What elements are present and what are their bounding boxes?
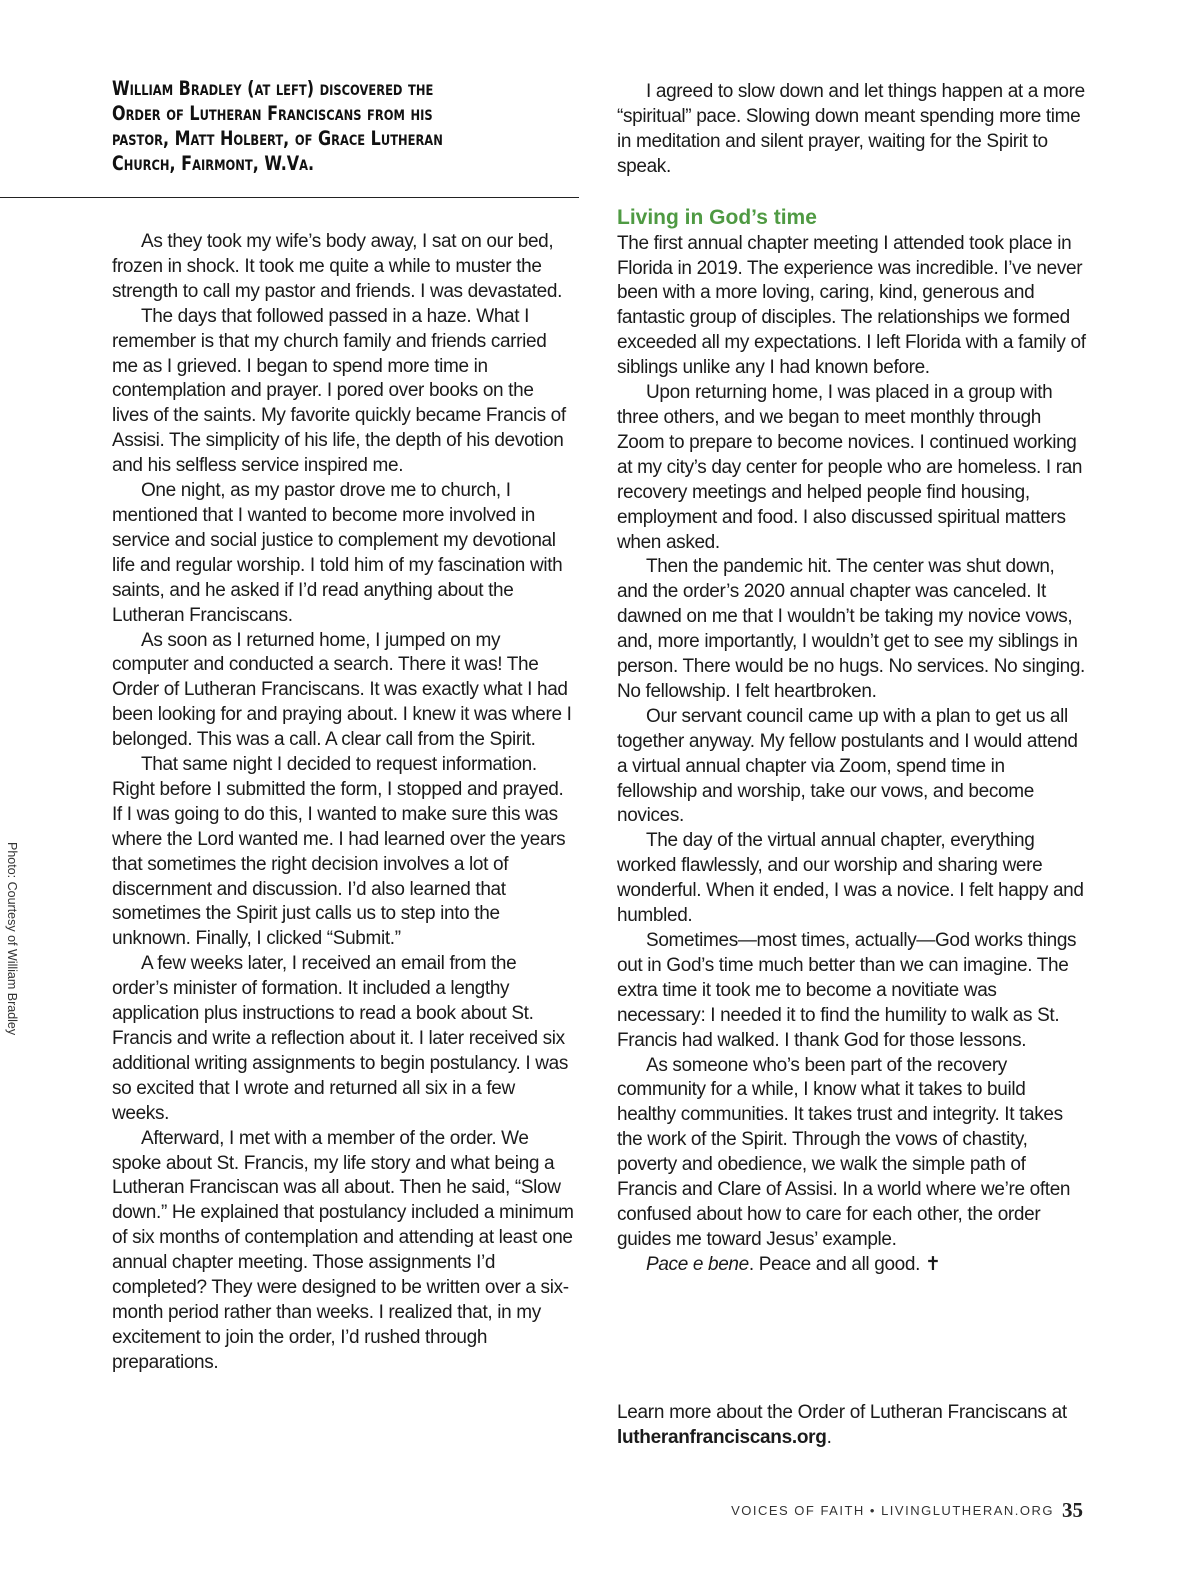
- caption-line: Order of Lutheran Franciscans from his: [112, 102, 433, 125]
- body-paragraph: The days that followed passed in a haze. What I remember is that my church family and friends carried me as I grieved. I began to spend more time in contemplation and prayer. I pored over books on the lives of the saints. My favorite quickly became Francis of Assisi. The simplicity of his life, the depth of his devotion and his selfless service inspired me.: [112, 305, 566, 477]
- learn-more: [617, 1400, 1097, 1450]
- body-paragraph: As soon as I returned home, I jumped on my computer and conducted a search. There it was! The Order of Lutheran Franciscans. It was exactly what I had been looking for and praying about. I knew it was where I belonged. This was a call. A clear call from the Spirit.: [112, 629, 572, 751]
- body-paragraph: Then the pandemic hit. The center was shut down, and the order’s 2020 annual chapter was canceled. It dawned on me that I wouldn’t be taking my novice vows, and, more importantly, I wouldn’t get to see my siblings in person. There would be no hugs. No services. No singing. No fellowship. I felt heartbroken.: [617, 556, 1085, 702]
- left-column: [112, 230, 574, 1376]
- body-paragraph: I agreed to slow down and let things happen at a more “spiritual” pace. Slowing down meant spending more time in meditation and silent prayer, waiting for the Spirit to speak.: [617, 81, 1085, 177]
- caption-line: pastor, Matt Holbert, of Grace Lutheran: [112, 127, 443, 150]
- caption-line: William Bradley (at left) discovered the: [112, 77, 434, 100]
- body-paragraph: As they took my wife’s body away, I sat on our bed, frozen in shock. It took me quite a while to muster the strength to call my pastor and friends. I was devastated.: [112, 231, 563, 302]
- page-footer: [731, 1498, 1083, 1523]
- photo-caption: [112, 76, 571, 176]
- closing-line: [617, 1253, 1087, 1278]
- caption-divider: [0, 197, 579, 198]
- body-paragraph: Sometimes—most times, actually—God works things out in God’s time much better than we can imagine. The extra time it took me to become a novitiate was necessary: I needed it to find the humility to walk as St. Francis had walked. I thank God for those lessons.: [617, 930, 1077, 1051]
- body-paragraph: One night, as my pastor drove me to church, I mentioned that I wanted to become more involved in service and social justice to complement my devotional life and regular worship. I told him of my fascination with saints, and he asked if I’d read anything about the Lutheran Franciscans.: [112, 480, 563, 626]
- right-column: [617, 80, 1087, 1278]
- body-paragraph: A few weeks later, I received an email from the order’s minister of formation. It included a lengthy application plus instructions to read a book about St. Francis and write a reflection about it. I later received six additional writing assignments to begin postulancy. I was so excited that I wrote and returned all six in a few weeks.: [112, 953, 569, 1124]
- body-paragraph: Upon returning home, I was placed in a group with three others, and we began to meet monthly through Zoom to prepare to become novices. I continued working at my city’s day center for people who are homeless. I ran recovery meetings and helped people find housing, employment and food. I also discussed spiritual matters when asked.: [617, 382, 1083, 553]
- body-paragraph: Our servant council came up with a plan to get us all together anyway. My fellow postulants and I would attend a virtual annual chapter via Zoom, spend time in fellowship and worship, take our vows, and become novices.: [617, 705, 1078, 827]
- closing-italic: Pace e bene: [646, 1253, 749, 1275]
- footer-section: VOICES OF FAITH • LIVINGLUTHERAN.ORG: [731, 1503, 1054, 1518]
- body-paragraph: The first annual chapter meeting I attended took place in Florida in 2019. The experience was incredible. I’ve never been with a more loving, caring, kind, generous and fantastic group of disciples. The relationships we formed exceeded all my expectations. I left Florida with a family of siblings unlike any I had known before.: [617, 232, 1086, 379]
- page-number: 35: [1062, 1498, 1083, 1522]
- website-link[interactable]: lutheranfranciscans.org: [617, 1427, 827, 1448]
- body-paragraph: That same night I decided to request information. Right before I submitted the form, I stopped and prayed. If I was going to do this, I wanted to make sure this was where the Lord wanted me. I had learned over the years that sometimes the right decision involves a lot of discernment and discussion. I’d also learned that sometimes the Spirit just calls us to step into the unknown. Finally, I clicked “Submit.”: [112, 754, 566, 950]
- body-paragraph: Afterward, I met with a member of the order. We spoke about St. Francis, my life story and what being a Lutheran Franciscan was all about. Then he said, “Slow down.” He explained that postulancy included a minimum of six months of contemplation and attending at least one annual chapter meeting. Those assignments I’d completed? They were designed to be written over a six-month period rather than weeks. I realized that, in my excitement to join the order, I’d rushed through preparations.: [112, 1127, 574, 1373]
- section-heading: Living in God’s time: [617, 205, 817, 229]
- photo-credit: Photo: Courtesy of William Bradley: [5, 842, 19, 1036]
- learn-more-end: .: [826, 1427, 832, 1448]
- learn-more-text: Learn more about the Order of Lutheran Franciscans at: [617, 1402, 1067, 1423]
- caption-line: Church, Fairmont, W.Va.: [112, 152, 315, 175]
- closing-text: . Peace and all good. ✝: [748, 1253, 941, 1275]
- body-paragraph: The day of the virtual annual chapter, everything worked flawlessly, and our worship and sharing were wonderful. When it ended, I was a novice. I felt happy and humbled.: [617, 830, 1084, 927]
- body-paragraph: As someone who’s been part of the recovery community for a while, I know what it takes to build healthy communities. It takes trust and integrity. It takes the work of the Spirit. Through the vows of chastity, poverty and obedience, we walk the simple path of Francis and Clare of Assisi. In a world where we’re often confused about how to care for each other, the order guides me toward Jesus’ example.: [617, 1054, 1071, 1250]
